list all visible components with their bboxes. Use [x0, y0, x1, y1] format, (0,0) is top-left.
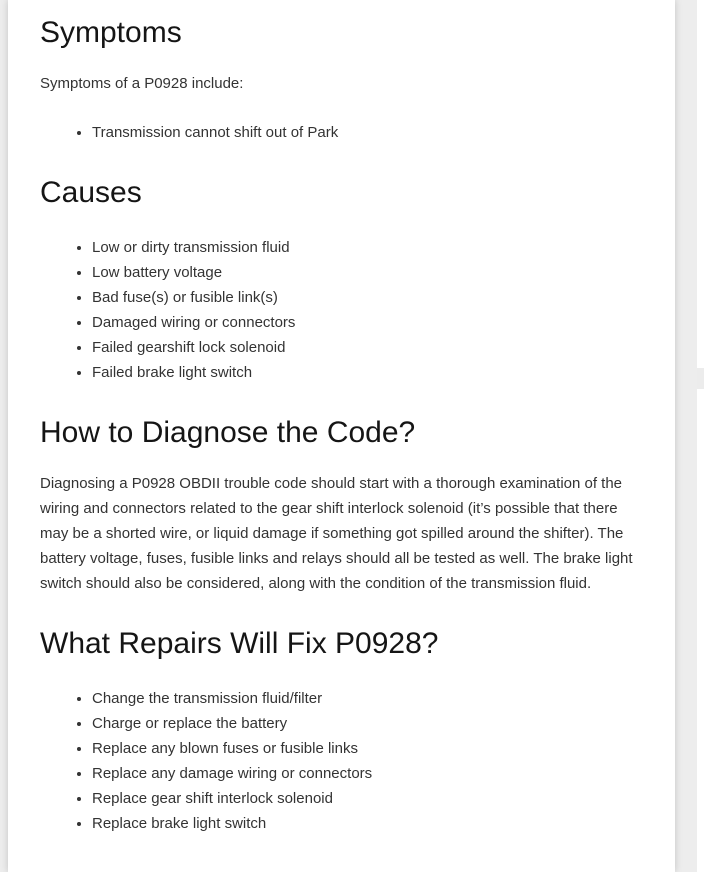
list-item: • Replace gear shift interlock solenoid — [92, 786, 640, 811]
list-item: • Replace brake light switch — [92, 811, 640, 836]
section-heading-causes: Causes — [40, 176, 142, 209]
causes-list — [40, 235, 640, 385]
section-heading-repairs: What Repairs Will Fix P0928? — [40, 627, 439, 660]
list-item: • Bad fuse(s) or fusible link(s) — [92, 285, 640, 310]
list-item: • Change the transmission fluid/filter — [92, 686, 640, 711]
list-item: • Damaged wiring or connectors — [92, 310, 640, 335]
scrollbar-track[interactable] — [697, 0, 704, 872]
list-item: • Transmission cannot shift out of Park — [92, 120, 640, 145]
list-item: • Replace any damage wiring or connectors — [92, 761, 640, 786]
list-item: • Low battery voltage — [92, 260, 640, 285]
scrollbar-thumb[interactable] — [697, 368, 704, 389]
section-heading-diagnose: How to Diagnose the Code? — [40, 416, 416, 449]
list-item: • Replace any blown fuses or fusible links — [92, 736, 640, 761]
section-heading-symptoms: Symptoms — [40, 16, 182, 49]
symptoms-list — [40, 120, 640, 145]
repairs-list — [40, 686, 640, 836]
list-item: • Failed brake light switch — [92, 360, 640, 385]
diagnose-paragraph: Diagnosing a P0928 OBDII trouble code should start with a thorough examination of the wiring and connectors related to the gear shift interlock solenoid (it’s possible that there may be a shorted wire, or liquid damage if something got spilled around the shifter). The battery voltage, fuses, fusible links and relays should all be tested as well. The brake light switch should also be considered, along with the condition of the transmission fluid. — [40, 475, 633, 592]
article-content-card — [8, 0, 675, 872]
list-item: • Charge or replace the battery — [92, 711, 640, 736]
symptoms-intro-text: Symptoms of a P0928 include: — [40, 75, 244, 92]
list-item: • Low or dirty transmission fluid — [92, 235, 640, 260]
list-item: • Failed gearshift lock solenoid — [92, 335, 640, 360]
